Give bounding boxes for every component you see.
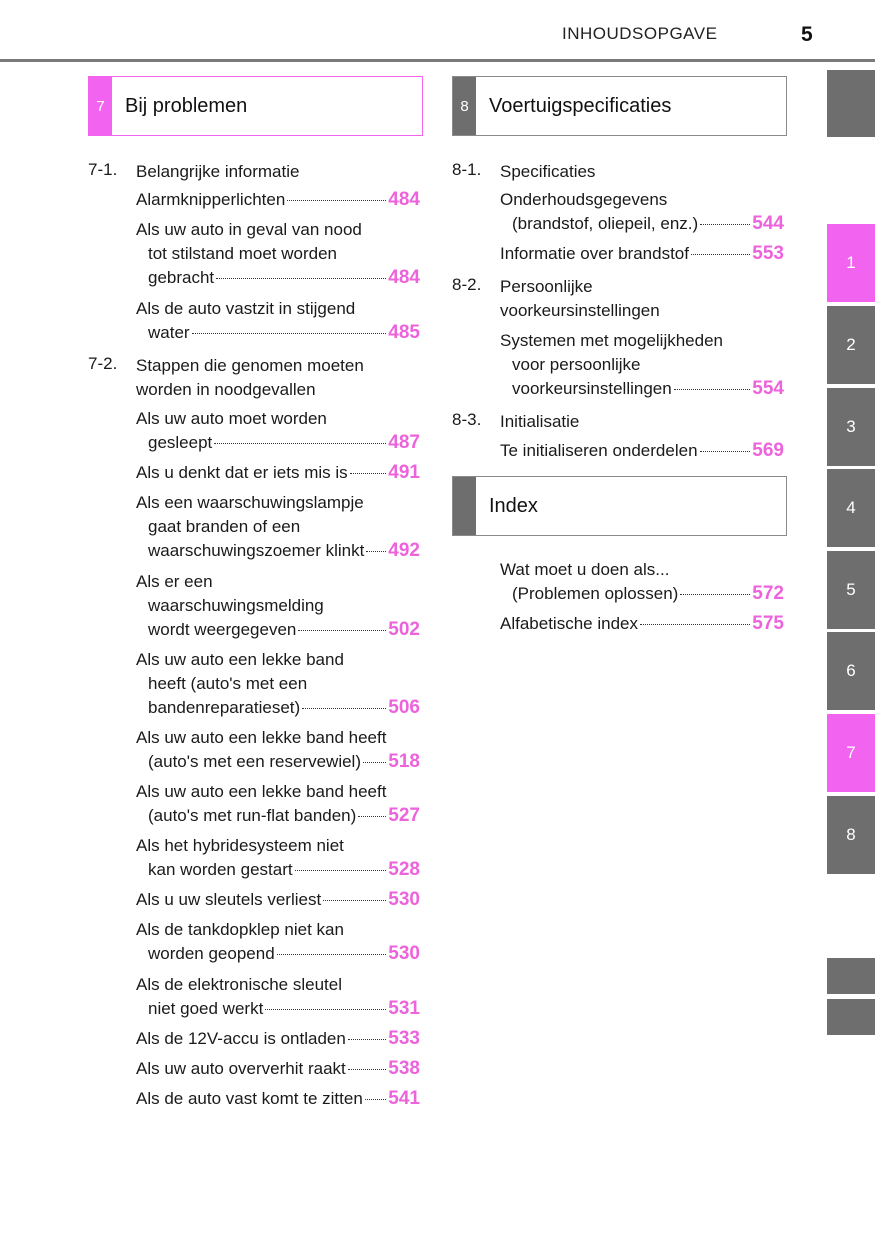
- page-reference[interactable]: 544: [752, 213, 784, 234]
- page-reference[interactable]: 554: [752, 378, 784, 399]
- toc-entry[interactable]: [136, 780, 420, 828]
- page-reference[interactable]: 487: [388, 432, 420, 453]
- entry-line: (Problemen oplossen): [512, 584, 679, 603]
- running-title: INHOUDSOPGAVE: [562, 24, 718, 43]
- toc-entry[interactable]: [136, 491, 420, 563]
- section-title-line: voorkeursinstellingen: [500, 301, 660, 320]
- page-reference[interactable]: 484: [388, 267, 420, 288]
- entry-last-line: [136, 321, 420, 345]
- entry-last-line: [136, 804, 420, 828]
- entry-line: Wat moet u doen als...: [500, 560, 670, 579]
- leader-dots: [287, 200, 386, 201]
- section-title-line: Persoonlijke: [500, 277, 593, 296]
- entry-line: voor persoonlijke: [512, 355, 641, 374]
- section-title-line: Specificaties: [500, 162, 596, 181]
- entry-line: Systemen met mogelijkheden: [500, 331, 724, 350]
- entry-line: heeft (auto's met een: [148, 674, 308, 693]
- entry-line: wordt weergegeven: [148, 620, 297, 639]
- entry-last-line: [136, 188, 420, 212]
- toc-entry[interactable]: [500, 242, 784, 266]
- leader-dots: [358, 816, 386, 817]
- leader-dots: [700, 451, 751, 452]
- entry-last-line: [136, 461, 420, 485]
- toc-entry[interactable]: [136, 188, 420, 212]
- entry-line: Als er een: [136, 572, 213, 591]
- section-title: [500, 275, 660, 323]
- entry-last-line: [136, 858, 420, 882]
- entry-line: waarschuwingszoemer klinkt: [148, 541, 365, 560]
- leader-dots: [214, 443, 386, 444]
- toc-entry[interactable]: [136, 834, 420, 882]
- chapter-7-header: [88, 76, 423, 136]
- section-title-line: Stappen die genomen moeten: [136, 356, 364, 375]
- entry-line: worden geopend: [148, 944, 275, 963]
- entry-line: (auto's met run-flat banden): [148, 806, 357, 825]
- section-title: [136, 354, 364, 402]
- leader-dots: [348, 1069, 387, 1070]
- section-number: 8-2.: [452, 275, 482, 294]
- leader-dots: [265, 1009, 386, 1010]
- leader-dots: [680, 594, 750, 595]
- leader-dots: [295, 870, 387, 871]
- entry-line: Als de 12V-accu is ontladen: [136, 1029, 346, 1048]
- chapter-tab-6[interactable]: 6: [827, 632, 875, 710]
- entry-line: Als de auto vastzit in stijgend: [136, 299, 356, 318]
- entry-line: Als de auto vast komt te zitten: [136, 1089, 363, 1108]
- section-title: [500, 160, 595, 184]
- page-reference[interactable]: 553: [752, 243, 784, 264]
- leader-dots: [691, 254, 750, 255]
- leader-dots: [640, 624, 750, 625]
- page-reference[interactable]: 541: [388, 1088, 420, 1109]
- entry-line: Als uw auto een lekke band heeft: [136, 728, 387, 747]
- section-number: 7-2.: [88, 354, 118, 373]
- entry-line: niet goed werkt: [148, 999, 264, 1018]
- chapter-8-number: 8: [453, 77, 476, 135]
- entry-line: bandenreparatieset): [148, 698, 301, 717]
- index-marker: [453, 477, 476, 535]
- entry-line: Als uw auto in geval van nood: [136, 220, 362, 239]
- entry-line: waarschuwingsmelding: [148, 596, 324, 615]
- entry-line: kan worden gestart: [148, 860, 293, 879]
- leader-dots: [192, 333, 387, 334]
- entry-line: Als uw auto een lekke band: [136, 650, 344, 669]
- toc-entry[interactable]: [136, 973, 420, 1021]
- index-header: [452, 476, 787, 536]
- entry-line: Onderhoudsgegevens: [500, 190, 668, 209]
- chapter-tab-8[interactable]: 8: [827, 796, 875, 874]
- toc-entry[interactable]: [136, 918, 420, 966]
- header-rule: [0, 59, 875, 62]
- entry-last-line: [136, 1087, 420, 1111]
- leader-dots: [277, 954, 387, 955]
- entry-line: tot stilstand moet worden: [148, 244, 337, 263]
- toc-entry[interactable]: [136, 461, 420, 485]
- entry-last-line: [136, 539, 420, 563]
- chapter-tab-3[interactable]: 3: [827, 388, 875, 466]
- entry-last-line: [136, 696, 420, 720]
- toc-entry[interactable]: [500, 439, 784, 463]
- page-number: 5: [801, 23, 813, 46]
- entry-last-line: [500, 612, 784, 636]
- page-reference[interactable]: 492: [388, 540, 420, 561]
- entry-line: Als uw auto oververhit raakt: [136, 1059, 346, 1078]
- section-title-line: Belangrijke informatie: [136, 162, 300, 181]
- entry-line: Als een waarschuwingslampje: [136, 493, 364, 512]
- entry-line: Als de tankdopklep niet kan: [136, 920, 344, 939]
- entry-line: (auto's met een reservewiel): [148, 752, 361, 771]
- page-reference[interactable]: 502: [388, 619, 420, 640]
- chapter-7-title: Bij problemen: [125, 94, 248, 117]
- entry-line: Te initialiseren onderdelen: [500, 441, 698, 460]
- entry-line: gaat branden of een: [148, 517, 301, 536]
- leader-dots: [363, 762, 386, 763]
- side-tab-blank[interactable]: [827, 958, 875, 994]
- side-tab-blank[interactable]: [827, 999, 875, 1035]
- entry-last-line: [136, 266, 420, 290]
- page-reference[interactable]: 575: [752, 613, 784, 634]
- leader-dots: [216, 278, 386, 279]
- leader-dots: [350, 473, 387, 474]
- section-title-line: Initialisatie: [500, 412, 580, 431]
- entry-line: Alarmknipperlichten: [136, 190, 286, 209]
- leader-dots: [674, 389, 751, 390]
- entry-line: gesleept: [148, 433, 213, 452]
- side-tab-blank[interactable]: [827, 70, 875, 137]
- chapter-8-title: Voertuigspecificaties: [489, 94, 672, 117]
- entry-last-line: [500, 439, 784, 463]
- entry-line: Als uw auto moet worden: [136, 409, 327, 428]
- entry-last-line: [136, 750, 420, 774]
- toc-entry[interactable]: [136, 1087, 420, 1111]
- entry-last-line: [136, 942, 420, 966]
- chapter-8-header: [452, 76, 787, 136]
- page-reference[interactable]: 528: [388, 859, 420, 880]
- entry-last-line: [500, 377, 784, 401]
- entry-line: Als de elektronische sleutel: [136, 975, 343, 994]
- entry-line: Als uw auto een lekke band heeft: [136, 782, 387, 801]
- toc-entry[interactable]: [136, 888, 420, 912]
- index-entry[interactable]: [500, 558, 784, 606]
- page-reference[interactable]: 572: [752, 583, 784, 604]
- entry-line: water: [148, 323, 190, 342]
- entry-last-line: [136, 888, 420, 912]
- leader-dots: [302, 708, 386, 709]
- entry-line: Als u denkt dat er iets mis is: [136, 463, 348, 482]
- entry-last-line: [500, 242, 784, 266]
- entry-last-line: [136, 997, 420, 1021]
- page-reference[interactable]: 485: [388, 322, 420, 343]
- section-title: [136, 160, 299, 184]
- toc-entry[interactable]: [136, 407, 420, 455]
- entry-last-line: [500, 582, 784, 606]
- entry-last-line: [136, 618, 420, 642]
- entry-line: Alfabetische index: [500, 614, 638, 633]
- entry-line: Informatie over brandstof: [500, 244, 689, 263]
- entry-line: voorkeursinstellingen: [512, 379, 672, 398]
- section-number: 8-3.: [452, 410, 482, 429]
- page-reference[interactable]: 538: [388, 1058, 420, 1079]
- entry-line: Als u uw sleutels verliest: [136, 890, 322, 909]
- page-reference[interactable]: 527: [388, 805, 420, 826]
- leader-dots: [366, 551, 386, 552]
- leader-dots: [298, 630, 386, 631]
- entry-line: Als het hybridesysteem niet: [136, 836, 344, 855]
- page-reference[interactable]: 569: [752, 440, 784, 461]
- page-reference[interactable]: 506: [388, 697, 420, 718]
- page-reference[interactable]: 531: [388, 998, 420, 1019]
- toc-entry[interactable]: [500, 188, 784, 236]
- section-title: [500, 410, 579, 434]
- chapter-7-number: 7: [89, 77, 112, 135]
- toc-entry[interactable]: [136, 726, 420, 774]
- leader-dots: [365, 1099, 387, 1100]
- section-number: 8-1.: [452, 160, 482, 179]
- entry-line: gebracht: [148, 268, 215, 287]
- toc-entry[interactable]: [136, 570, 420, 642]
- toc-entry[interactable]: [136, 1057, 420, 1081]
- page-reference[interactable]: 533: [388, 1028, 420, 1049]
- chapter-tab-7[interactable]: 7: [827, 714, 875, 792]
- toc-entry[interactable]: [136, 1027, 420, 1051]
- page-reference[interactable]: 530: [388, 889, 420, 910]
- leader-dots: [323, 900, 386, 901]
- toc-entry[interactable]: [500, 329, 784, 401]
- entry-last-line: [136, 431, 420, 455]
- entry-last-line: [136, 1057, 420, 1081]
- chapter-tab-1[interactable]: 1: [827, 224, 875, 302]
- page-reference[interactable]: 491: [388, 462, 420, 483]
- entry-line: (brandstof, oliepeil, enz.): [512, 214, 699, 233]
- toc-entry[interactable]: [136, 648, 420, 720]
- chapter-tab-5[interactable]: 5: [827, 551, 875, 629]
- entry-last-line: [500, 212, 784, 236]
- toc-entry[interactable]: [136, 297, 420, 345]
- page-reference[interactable]: 530: [388, 943, 420, 964]
- chapter-tab-2[interactable]: 2: [827, 306, 875, 384]
- index-entry[interactable]: [500, 612, 784, 636]
- toc-entry[interactable]: [136, 218, 420, 290]
- page-reference[interactable]: 518: [388, 751, 420, 772]
- leader-dots: [700, 224, 750, 225]
- leader-dots: [348, 1039, 386, 1040]
- entry-last-line: [136, 1027, 420, 1051]
- index-title: Index: [489, 494, 538, 517]
- page-reference[interactable]: 484: [388, 189, 420, 210]
- section-title-line: worden in noodgevallen: [136, 380, 316, 399]
- chapter-tab-4[interactable]: 4: [827, 469, 875, 547]
- section-number: 7-1.: [88, 160, 118, 179]
